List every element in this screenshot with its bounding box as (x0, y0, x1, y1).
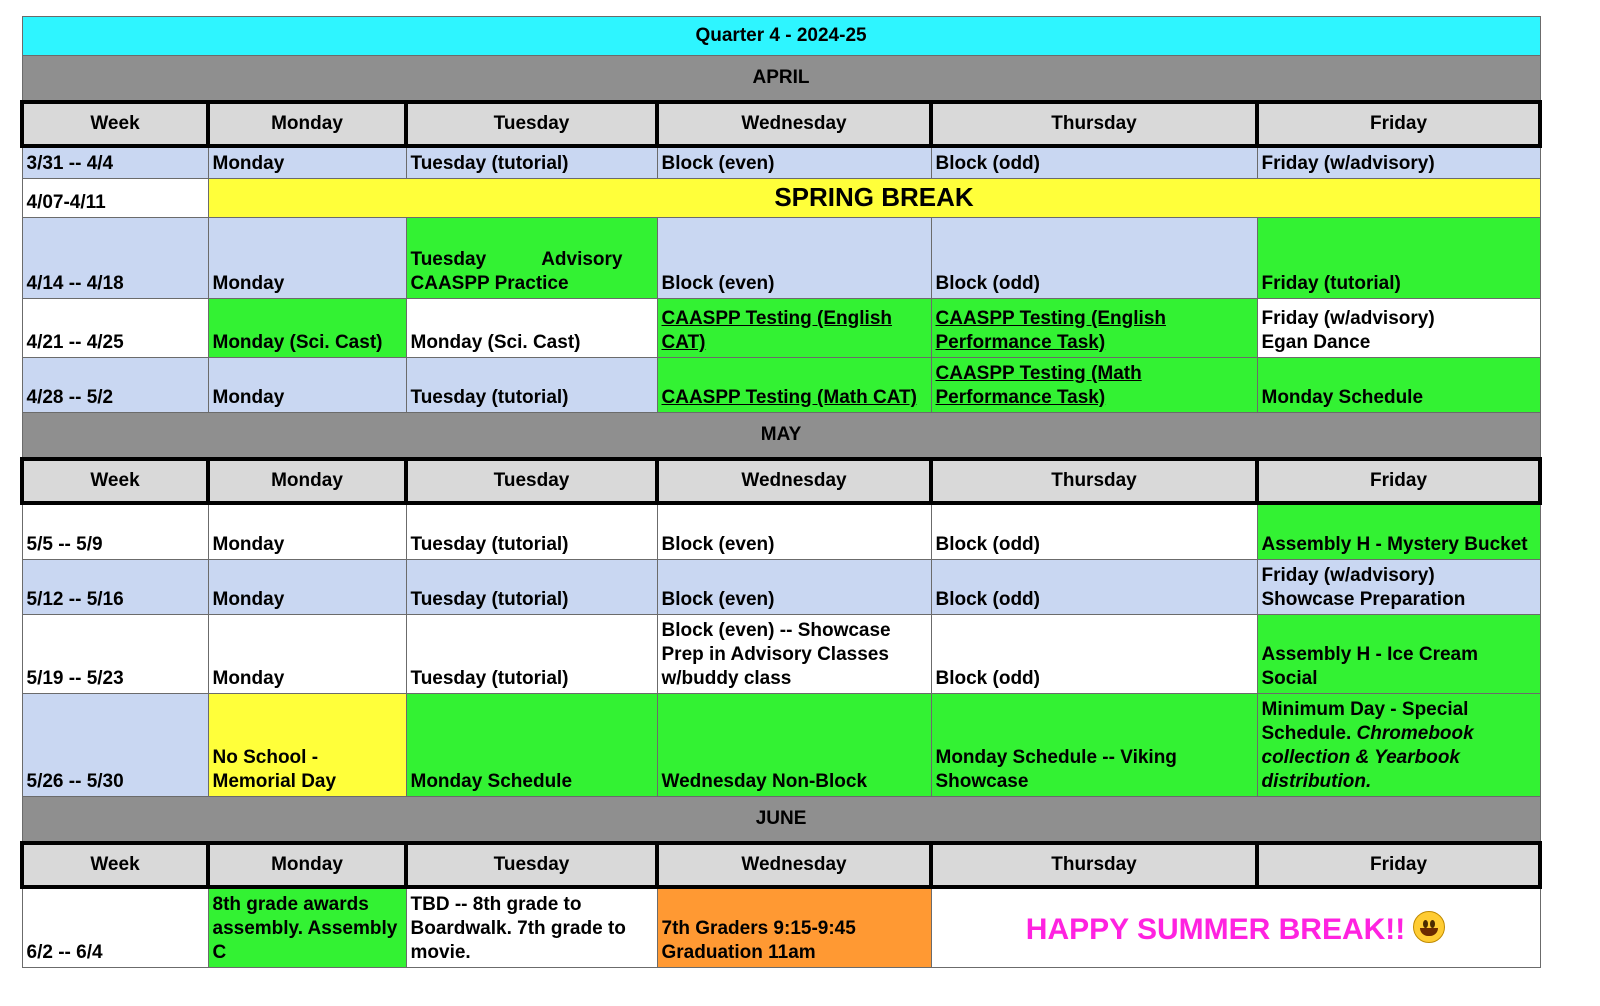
header-tuesday: Tuesday (406, 843, 657, 887)
seventh-graders-label: 7th Graders 9:15-9:45 (661, 918, 856, 939)
week-cell: 4/21 -- 4/25 (22, 299, 208, 358)
week-cell: 4/14 -- 4/18 (22, 218, 208, 299)
tuesday-cell: Tuesday (tutorial) (406, 615, 657, 694)
tuesday-cell: Monday Schedule (406, 694, 657, 797)
header-wednesday: Wednesday (657, 459, 931, 503)
table-row (22, 887, 1540, 968)
thursday-cell: Block (odd) (931, 615, 1257, 694)
thursday-cell (931, 299, 1257, 358)
table-row (22, 560, 1540, 615)
header-thursday: Thursday (931, 459, 1257, 503)
tuesday-label: Tuesday (410, 249, 487, 270)
friday-cell: Assembly H - Mystery Bucket (1257, 503, 1540, 560)
friday-advisory-label: Friday (w/advisory) (1261, 565, 1435, 586)
wednesday-cell: Block (even) (657, 146, 931, 179)
monday-cell: Monday (Sci. Cast) (208, 299, 406, 358)
calendar-title: Quarter 4 - 2024-25 (22, 17, 1540, 56)
graduation-label: Graduation 11am (661, 942, 816, 963)
advisory-label: Advisory (541, 249, 623, 270)
friday-cell: Friday (tutorial) (1257, 218, 1540, 299)
week-cell: 5/26 -- 5/30 (22, 694, 208, 797)
monday-cell: Monday (208, 146, 406, 179)
tuesday-cell (406, 218, 657, 299)
monday-cell: No School - Memorial Day (208, 694, 406, 797)
chromebook-label: Chromebook collection & Yearbook distribution. (1261, 723, 1474, 792)
monday-cell: Monday (208, 358, 406, 413)
header-wednesday: Wednesday (657, 102, 931, 146)
tuesday-cell: Monday (Sci. Cast) (406, 299, 657, 358)
tuesday-cell: Tuesday (tutorial) (406, 146, 657, 179)
minimum-day-label: Minimum Day - Special Schedule. (1261, 699, 1469, 744)
thursday-cell: Block (odd) (931, 503, 1257, 560)
wednesday-cell: Block (even) (657, 560, 931, 615)
table-row (22, 218, 1540, 299)
header-monday: Monday (208, 843, 406, 887)
quarter-calendar (20, 16, 1542, 968)
friday-cell: Monday Schedule (1257, 358, 1540, 413)
friday-cell: Friday (w/advisory) (1257, 146, 1540, 179)
header-thursday: Thursday (931, 102, 1257, 146)
week-cell: 6/2 -- 6/4 (22, 887, 208, 968)
week-cell: 4/07-4/11 (22, 179, 208, 218)
week-cell: 5/5 -- 5/9 (22, 503, 208, 560)
header-friday: Friday (1257, 843, 1540, 887)
smiley-face-icon (1413, 911, 1445, 943)
monday-cell: Monday (208, 503, 406, 560)
header-monday: Monday (208, 459, 406, 503)
tuesday-cell: Tuesday (tutorial) (406, 358, 657, 413)
month-june: JUNE (22, 797, 1540, 844)
table-row (22, 179, 1540, 218)
header-week: Week (22, 102, 208, 146)
friday-cell (1257, 694, 1540, 797)
header-thursday: Thursday (931, 843, 1257, 887)
wednesday-cell: Block (even) (657, 503, 931, 560)
week-cell: 5/19 -- 5/23 (22, 615, 208, 694)
wednesday-cell (657, 887, 931, 968)
testing-link[interactable]: CAASPP Testing (Math Performance Task) (935, 363, 1142, 408)
testing-link[interactable]: CAASPP Testing (English Performance Task) (935, 308, 1166, 353)
monday-cell: Monday (208, 560, 406, 615)
friday-cell (1257, 299, 1540, 358)
summer-break-text: HAPPY SUMMER BREAK!! (1025, 913, 1406, 946)
testing-link[interactable]: CAASPP Testing (English CAT) (661, 308, 892, 353)
header-monday: Monday (208, 102, 406, 146)
egan-dance-label: Egan Dance (1261, 332, 1371, 353)
wednesday-cell (657, 358, 931, 413)
month-april: APRIL (22, 56, 1540, 103)
wednesday-cell (657, 299, 931, 358)
spring-break-banner: SPRING BREAK (208, 179, 1540, 218)
header-week: Week (22, 459, 208, 503)
monday-cell: 8th grade awards assembly. Assembly C (208, 887, 406, 968)
monday-cell: Monday (208, 615, 406, 694)
caaspp-practice-label: CAASPP Practice (410, 273, 569, 294)
friday-cell: Assembly H - Ice Cream Social (1257, 615, 1540, 694)
friday-advisory-label: Friday (w/advisory) (1261, 308, 1435, 329)
table-row (22, 503, 1540, 560)
showcase-prep-label: Showcase Preparation (1261, 589, 1466, 610)
week-cell: 4/28 -- 5/2 (22, 358, 208, 413)
monday-cell: Monday (208, 218, 406, 299)
header-friday: Friday (1257, 102, 1540, 146)
week-cell: 3/31 -- 4/4 (22, 146, 208, 179)
tuesday-cell: Tuesday (tutorial) (406, 503, 657, 560)
week-cell: 5/12 -- 5/16 (22, 560, 208, 615)
header-wednesday: Wednesday (657, 843, 931, 887)
thursday-cell: Block (odd) (931, 218, 1257, 299)
month-may: MAY (22, 413, 1540, 460)
table-row (22, 358, 1540, 413)
table-row (22, 694, 1540, 797)
friday-cell (1257, 560, 1540, 615)
thursday-cell: Block (odd) (931, 560, 1257, 615)
table-row (22, 299, 1540, 358)
testing-link[interactable]: CAASPP Testing (Math CAT) (661, 387, 917, 408)
thursday-cell (931, 358, 1257, 413)
wednesday-cell: Block (even) (657, 218, 931, 299)
table-row (22, 146, 1540, 179)
thursday-cell: Monday Schedule -- Viking Showcase (931, 694, 1257, 797)
summer-break-banner (931, 887, 1540, 968)
tuesday-cell: Tuesday (tutorial) (406, 560, 657, 615)
wednesday-cell: Wednesday Non-Block (657, 694, 931, 797)
header-tuesday: Tuesday (406, 102, 657, 146)
header-friday: Friday (1257, 459, 1540, 503)
wednesday-cell: Block (even) -- Showcase Prep in Advisory Classes w/buddy class (657, 615, 931, 694)
thursday-cell: Block (odd) (931, 146, 1257, 179)
tuesday-cell: TBD -- 8th grade to Boardwalk. 7th grade to movie. (406, 887, 657, 968)
table-row (22, 615, 1540, 694)
header-tuesday: Tuesday (406, 459, 657, 503)
header-week: Week (22, 843, 208, 887)
